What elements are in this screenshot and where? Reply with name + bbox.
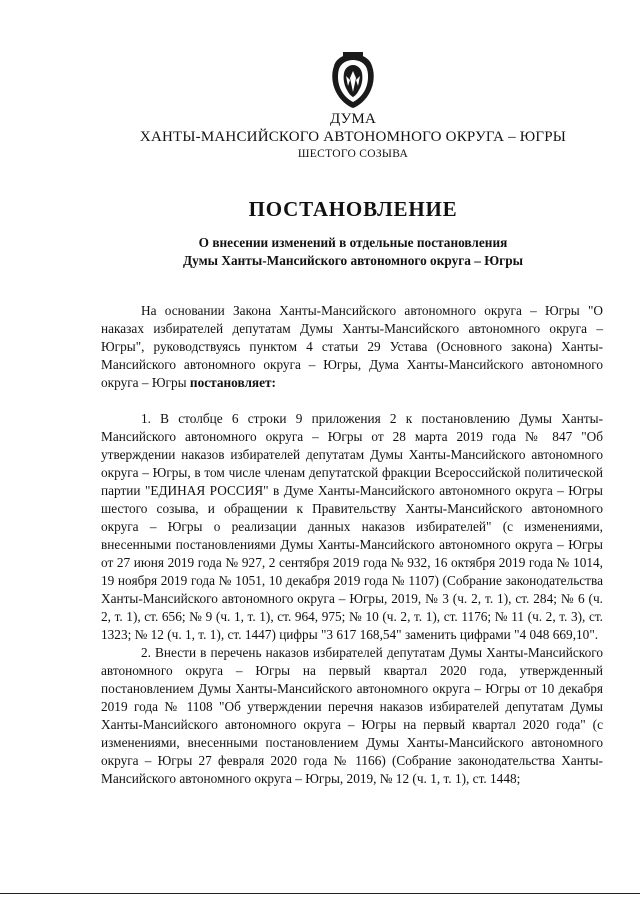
document-body (101, 302, 603, 788)
issuer-name: ДУМА (329, 111, 376, 127)
preamble-paragraph (101, 302, 603, 392)
document-type: ПОСТАНОВЛЕНИЕ (248, 197, 458, 221)
issuer-convocation: ШЕСТОГО СОЗЫВА (297, 148, 409, 160)
document-title-line: О внесении изменений в отдельные постановления (198, 235, 508, 250)
document-title-line: Думы Ханты-Мансийского автономного округа – Югры (183, 253, 523, 268)
coat-of-arms-emblem (328, 52, 378, 110)
item-paragraph: 2. Внести в перечень наказов избирателей депутатам Думы Ханты-Мансийского автономного округа – Югры на первый квартал 2020 года, утвержденный постановлением Думы Ханты-Мансийского автономного округа – Югры от 10 декабря 2019 года № 1108 "Об утверждении перечня наказов избирателей депутатам Думы Ханты-Мансийского автономного округа – Югры на первый квартал 2020 года" (с изменениями, внесенными постановлением Думы Ханты-Мансийского автономного округа – Югры 27 февраля 2020 года № 1166) (Собрание законодательства Ханты-Мансийского автономного округа – Югры, 2019, № 12 (ч. 1, т. 1), ст. 1448; (101, 645, 603, 786)
item-paragraph: 1. В столбце 6 строки 9 приложения 2 к постановлению Думы Ханты-Мансийского автономного округа – Югры от 28 марта 2019 года № 847 "Об утверждении наказов избирателей депутатам Думы Ханты-Мансийского автономного округа – Югры, в том числе членам депутатской фракции Всероссийской политической партии "ЕДИНАЯ РОССИЯ" в Думе Ханты-Мансийского автономного округа – Югры шестого созыва, и обращении к Правительству Ханты-Мансийского автономного округа – Югры о реализации данных наказов избирателей" (с изменениями, внесенными постановлениями Думы Ханты-Мансийского автономного округа – Югры от 27 июня 2019 года № 927, 2 сентября 2019 года № 932, 16 октября 2019 года № 1014, 19 ноября 2019 года № 1051, 10 декабря 2019 года № 1107) (Собрание законодательства Ханты-Мансийского автономного округа – Югры, 2019, № 3 (ч. 2, т. 1), ст. 284; № 6 (ч. 2, т. 1), ст. 656; № 9 (ч. 1, т. 1), ст. 964, 975; № 10 (ч. 2, т. 1), ст. 1176; № 11 (ч. 2, т. 3), ст. 1323; № 12 (ч. 1, т. 1), ст. 1447) цифры "3 617 168,54" заменить цифрами "4 048 669,10". (101, 411, 603, 642)
preamble-action: постановляет: (189, 375, 276, 390)
issuer-region: ХАНТЫ-МАНСИЙСКОГО АВТОНОМНОГО ОКРУГА – ЮГРЫ (139, 129, 567, 145)
issuer-header (0, 110, 640, 162)
page-bottom-rule (0, 893, 640, 894)
document-title (0, 234, 640, 270)
preamble-text: На основании Закона Ханты-Мансийского автономного округа – Югры "О наказах избирателей депутатам Думы Ханты-Мансийского автономного округа – Югры", руководствуясь пунктом 4 статьи 29 Устава (Основного закона) Ханты-Мансийского автономного округа – Югры, Дума Ханты-Мансийского автономного округа – Югры (101, 303, 603, 390)
